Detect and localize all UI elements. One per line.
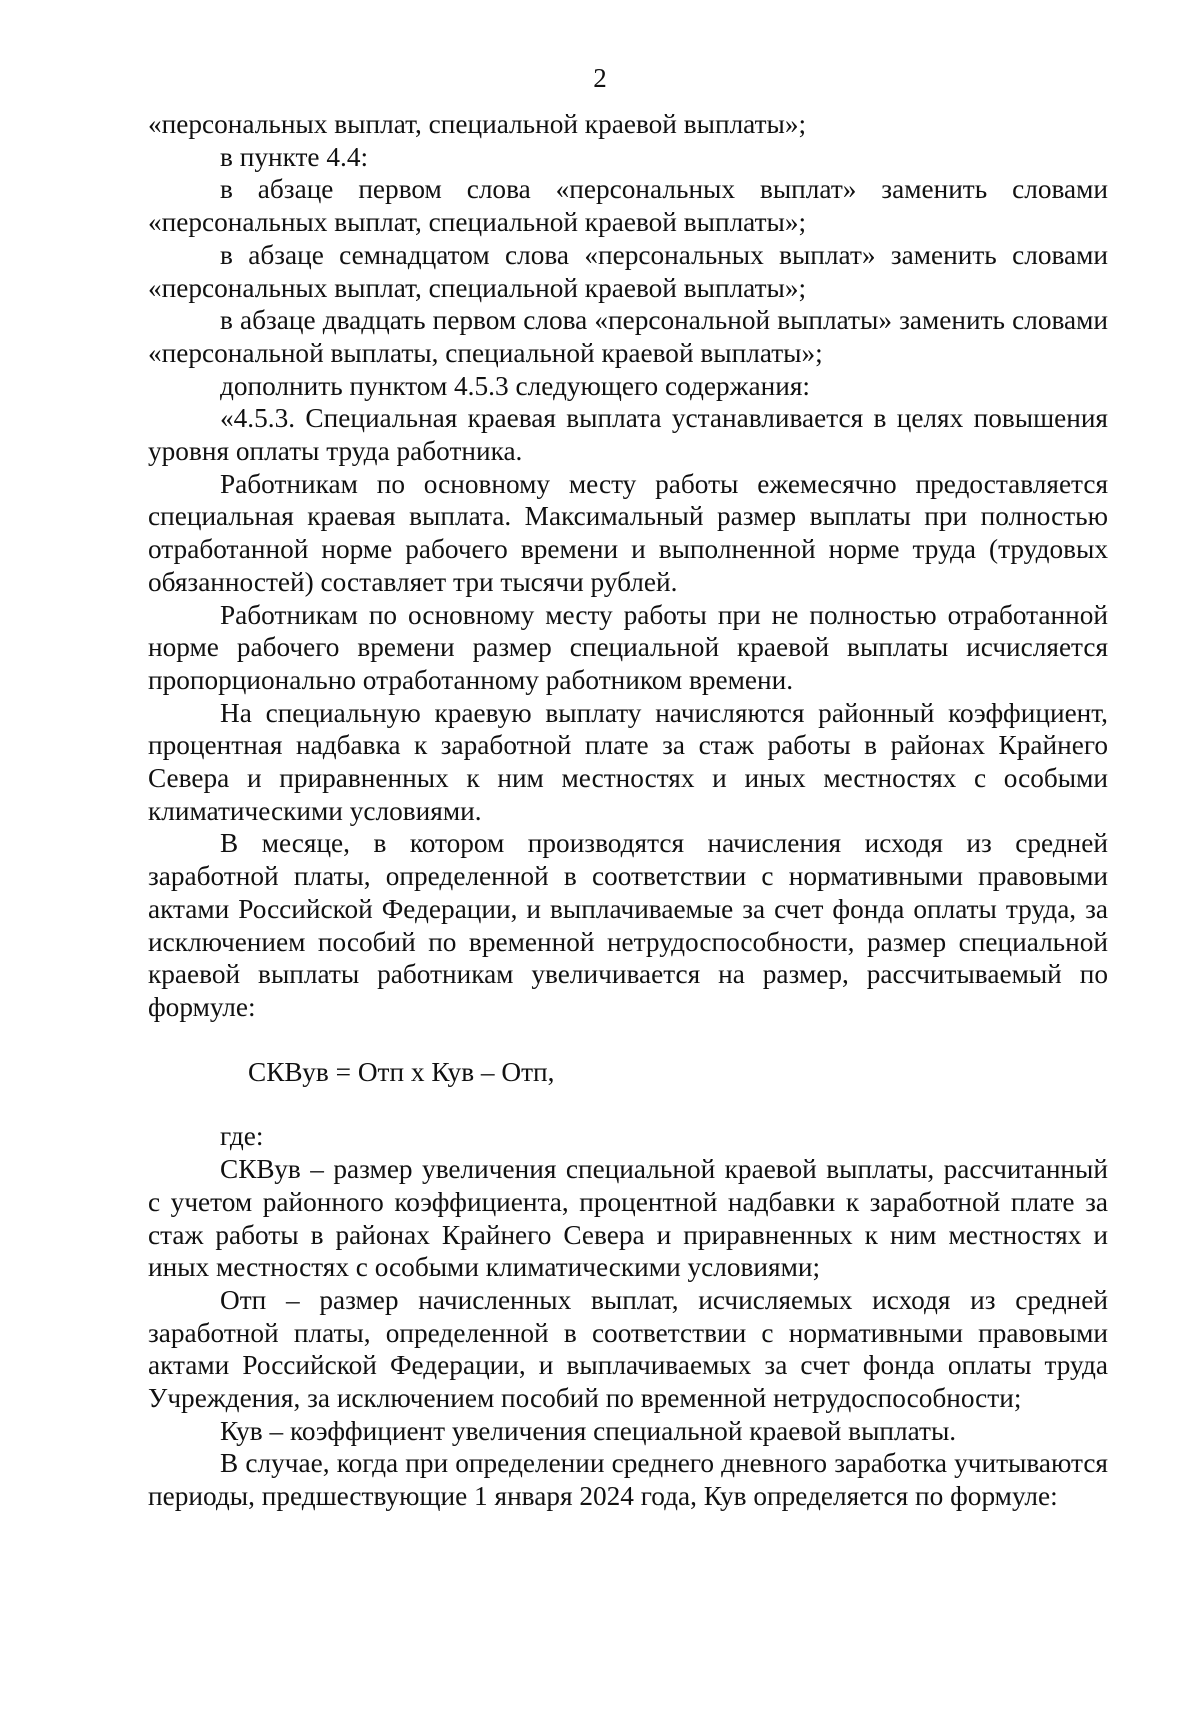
document-body — [148, 108, 1108, 1513]
definition-intro: где: — [220, 1121, 264, 1152]
paragraph: Работникам по основному месту работы при не полностью отработанной норме рабочего времени размер специальной краевой выплаты исчисляется пропорционально отработанному работником времени. — [148, 599, 1108, 695]
paragraph: дополнить пунктом 4.5.3 следующего содержания: — [220, 370, 810, 401]
paragraph: На специальную краевую выплату начисляются районный коэффициент, процентная надбавка к заработной плате за стаж работы в районах Крайнего Севера и приравненных к ним местностях и иных местностях с особыми климатическими условиями. — [148, 697, 1108, 826]
paragraph: в абзаце двадцать первом слова «персональной выплаты» заменить словами «персональной выплаты, специальной краевой выплаты»; — [148, 305, 1108, 368]
paragraph: в абзаце семнадцатом слова «персональных выплат» заменить словами «персональных выплат, специальной краевой выплаты»; — [148, 239, 1108, 303]
paragraph: в пункте 4.4: — [220, 141, 369, 172]
definition-item: Отп – размер начисленных выплат, исчисляемых исходя из средней заработной платы, определенной в соответствии с нормативными правовыми актами Российской Федерации, и выплачиваемых за счет фонда оплаты труда Учреждения, за исключением пособий по временной нетрудоспособности; — [148, 1284, 1108, 1414]
paragraph: В случае, когда при определении среднего дневного заработка учитываются периоды, предшествующие 1 января 2024 года, Кув определяется по формуле: — [148, 1448, 1108, 1512]
paragraph: В месяце, в котором производятся начисления исходя из средней заработной платы, определенной в соответствии с нормативными правовыми актами Российской Федерации, и выплачиваемые за счет фонда оплаты труда, за исключением пособий по временной нетрудоспособности, размер специальной краевой выплаты работникам увеличивается на размер, рассчитываемый по формуле: — [148, 828, 1108, 1022]
page-number: 2 — [593, 63, 607, 93]
paragraph: «4.5.3. Специальная краевая выплата устанавливается в целях повышения уровня оплаты труда работника. — [148, 403, 1108, 467]
formula: СКВув = Отп х Кув – Отп, — [248, 1056, 555, 1087]
paragraph: в абзаце первом слова «персональных выплат» заменить словами «персональных выплат, специальной краевой выплаты»; — [148, 174, 1108, 238]
definition-item: Кув – коэффициент увеличения специальной краевой выплаты. — [220, 1415, 957, 1446]
paragraph: Работникам по основному месту работы ежемесячно предоставляется специальная краевая выплата. Максимальный размер выплаты при полностью отработанной норме рабочего времени и выполненной норме труда (трудовых обязанностей) составляет три тысячи рублей. — [148, 468, 1108, 597]
paragraph: «персональных выплат, специальной краевой выплаты»; — [148, 109, 807, 139]
definition-item: СКВув – размер увеличения специальной краевой выплаты, рассчитанный с учетом районного коэффициента, процентной надбавки к заработной плате за стаж работы в районах Крайнего Севера и приравненных к ним местностях и иных местностях с особыми климатическими условиями; — [148, 1154, 1108, 1283]
